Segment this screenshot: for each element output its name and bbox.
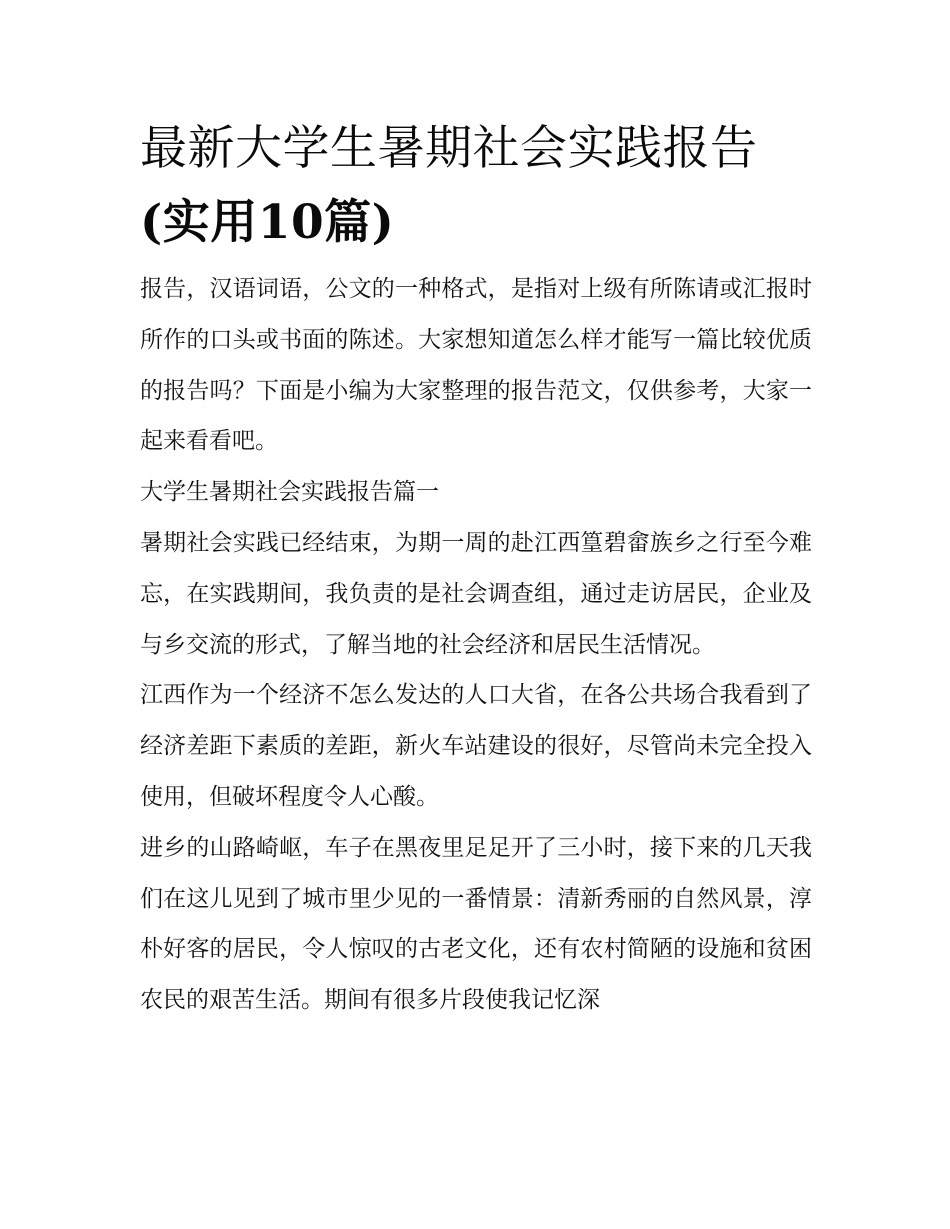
title-line-2: (实用10篇) [140,195,395,250]
body-paragraph: 江西作为一个经济不怎么发达的人口大省，在各公共场合我看到了经济差距下素质的差距，新火车站建设的很好，尽管尚未完全投入使用，但破坏程度令人心酸。 [140,682,812,810]
intro-paragraph: 报告，汉语词语，公文的一种格式，是指对上级有所陈请或汇报时所作的口头或书面的陈述。大家想知道怎么样才能写一篇比较优质的报告吗？下面是小编为大家整理的报告范文，仅供参考，大家一起来看看吧。 [140,276,812,455]
section-heading: 大学生暑期社会实践报告篇一 [140,479,439,506]
document-body [140,112,812,1026]
document-title [140,112,812,260]
title-line-1: 最新大学生暑期社会实践报告 [140,121,758,176]
body-paragraph: 进乡的山路崎岖，车子在黑夜里足足开了三小时，接下来的几天我们在这儿见到了城市里少见的一番情景：清新秀丽的自然风景，淳朴好客的居民，令人惊叹的古老文化，还有农村简陋的设施和贫困农民的艰苦生活。期间有很多片段使我记忆深 [140,834,812,1014]
body-paragraph: 暑期社会实践已经结束，为期一周的赴江西篁碧畲族乡之行至今难忘，在实践期间，我负责的是社会调查组，通过走访居民，企业及与乡交流的形式，了解当地的社会经济和居民生活情况。 [140,529,812,658]
